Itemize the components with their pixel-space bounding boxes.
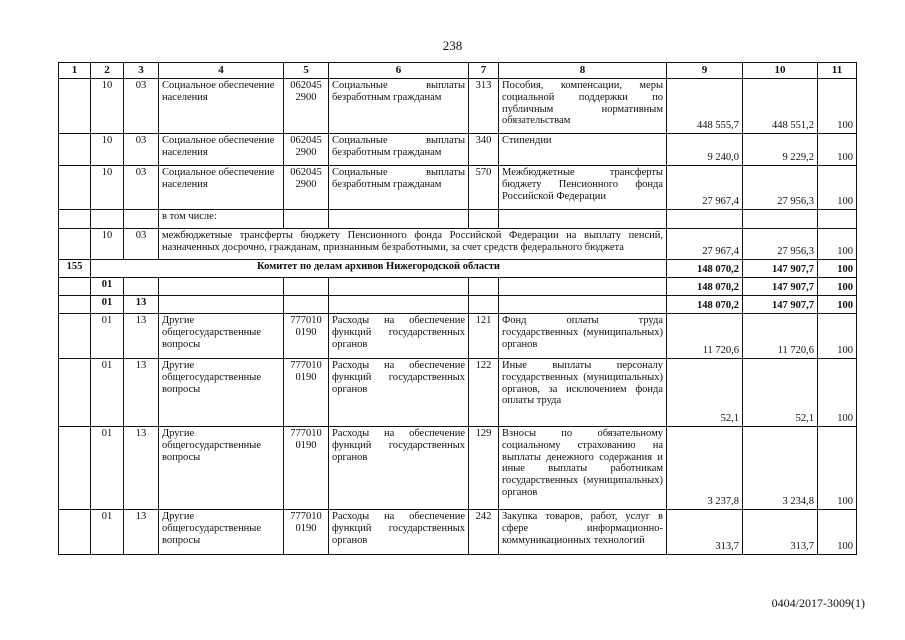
cell-percent: 100 — [818, 166, 857, 210]
cell-c1 — [59, 134, 91, 166]
cell-planned: 148 070,2 — [667, 278, 743, 296]
cell-subsection-name: Другие общегосударственные вопросы — [159, 510, 284, 555]
cell-section: 10 — [91, 79, 124, 134]
cell-target-name: Расходы на обеспечение функций государственных органов — [329, 359, 469, 427]
cell-subsection-name: Другие общегосударственные вопросы — [159, 359, 284, 427]
cell-executed: 3 234,8 — [743, 427, 818, 510]
cell-planned: 448 555,7 — [667, 79, 743, 134]
cell-expense-name: Межбюджетные трансферты бюджету Пенсионного фонда Российской Федерации — [499, 166, 667, 210]
cell-executed: 27 956,3 — [743, 229, 818, 260]
cell-percent: 100 — [818, 314, 857, 359]
header-cell: 5 — [284, 63, 329, 79]
cell-target-name: Расходы на обеспечение функций государственных органов — [329, 314, 469, 359]
cell-executed: 52,1 — [743, 359, 818, 427]
cell-planned: 27 967,4 — [667, 229, 743, 260]
cell-percent: 100 — [818, 278, 857, 296]
cell-subsection-name: Социальное обеспечение населения — [159, 79, 284, 134]
cell-subsection: 13 — [124, 359, 159, 427]
cell-subsection: 03 — [124, 134, 159, 166]
cell-subsection: 03 — [124, 79, 159, 134]
cell-expense-type: 122 — [469, 359, 499, 427]
header-cell: 11 — [818, 63, 857, 79]
cell-planned: 9 240,0 — [667, 134, 743, 166]
cell-target-name: Социальные выплаты безработным гражданам — [329, 79, 469, 134]
cell-subsection: 03 — [124, 166, 159, 210]
cell-subsection: 13 — [124, 427, 159, 510]
header-cell: 2 — [91, 63, 124, 79]
cell-target-name: Расходы на обеспечение функций государственных органов — [329, 427, 469, 510]
cell-expense-type: 313 — [469, 79, 499, 134]
cell-subsection: 13 — [124, 314, 159, 359]
header-cell: 10 — [743, 63, 818, 79]
cell-executed: 147 907,7 — [743, 296, 818, 314]
cell-percent: 100 — [818, 229, 857, 260]
table-row — [59, 210, 857, 229]
cell-executed: 448 551,2 — [743, 79, 818, 134]
header-cell: 9 — [667, 63, 743, 79]
cell-executed: 27 956,3 — [743, 166, 818, 210]
committee-title: Комитет по делам архивов Нижегородской области — [91, 260, 667, 278]
cell-percent: 100 — [818, 359, 857, 427]
subsection-row — [59, 296, 857, 314]
cell-subsection-name: Другие общегосударственные вопросы — [159, 314, 284, 359]
cell-expense-name: Закупка товаров, работ, услуг в сфере информационно-коммуникационных технологий — [499, 510, 667, 555]
cell-c1 — [59, 79, 91, 134]
table-row — [59, 427, 857, 510]
header-cell: 7 — [469, 63, 499, 79]
page-number: 238 — [442, 38, 463, 53]
cell-planned: 27 967,4 — [667, 166, 743, 210]
cell-target-name: Расходы на обеспечение функций государственных органов — [329, 510, 469, 555]
table-row — [59, 229, 857, 260]
cell-section: 01 — [91, 314, 124, 359]
cell-target-code: 777010 0190 — [284, 314, 329, 359]
cell-executed: 147 907,7 — [743, 260, 818, 278]
transfer-description: межбюджетные трансферты бюджету Пенсионного фонда Российской Федерации на выплату пенсий, назначенных досрочно, гражданам, признанным безработными, за счет средств федерального бюджета — [159, 229, 667, 260]
cell-section: 01 — [91, 296, 124, 314]
section-row — [59, 278, 857, 296]
cell-target-name: Социальные выплаты безработным гражданам — [329, 134, 469, 166]
table-row — [59, 134, 857, 166]
table-row — [59, 510, 857, 555]
cell-expense-name: Взносы по обязательному социальному страхованию на выплаты денежного содержания и иные выплаты работникам государственных (муниципальных) органов — [499, 427, 667, 510]
cell-expense-type: 340 — [469, 134, 499, 166]
cell-expense-type: 242 — [469, 510, 499, 555]
cell-section: 10 — [91, 166, 124, 210]
cell-section: 10 — [91, 229, 124, 260]
cell-percent: 100 — [818, 260, 857, 278]
cell-percent: 100 — [818, 79, 857, 134]
cell-target-code: 777010 0190 — [284, 359, 329, 427]
header-row — [59, 63, 857, 79]
cell-percent: 100 — [818, 427, 857, 510]
cell-subsection: 13 — [124, 510, 159, 555]
header-cell: 3 — [124, 63, 159, 79]
cell-executed: 11 720,6 — [743, 314, 818, 359]
including-label: в том числе: — [159, 210, 284, 229]
cell-expense-name: Стипендии — [499, 134, 667, 166]
committee-row — [59, 260, 857, 278]
cell-expense-type: 570 — [469, 166, 499, 210]
budget-table — [58, 62, 857, 555]
cell-planned: 3 237,8 — [667, 427, 743, 510]
committee-code: 155 — [59, 260, 91, 278]
cell-c1 — [59, 166, 91, 210]
cell-planned: 148 070,2 — [667, 296, 743, 314]
cell-percent: 100 — [818, 296, 857, 314]
cell-subsection-name: Социальное обеспечение населения — [159, 166, 284, 210]
cell-executed: 9 229,2 — [743, 134, 818, 166]
cell-executed: 313,7 — [743, 510, 818, 555]
table-row — [59, 314, 857, 359]
cell-expense-type: 121 — [469, 314, 499, 359]
cell-expense-name: Иные выплаты персоналу государственных (муниципальных) органов, за исключением фонда оплаты труда — [499, 359, 667, 427]
cell-executed: 147 907,7 — [743, 278, 818, 296]
cell-target-code: 062045 2900 — [284, 134, 329, 166]
cell-target-name: Социальные выплаты безработным гражданам — [329, 166, 469, 210]
cell-expense-name: Пособия, компенсации, меры социальной поддержки по публичным нормативным обязательствам — [499, 79, 667, 134]
cell-target-code: 062045 2900 — [284, 166, 329, 210]
header-cell: 1 — [59, 63, 91, 79]
cell-subsection-name: Другие общегосударственные вопросы — [159, 427, 284, 510]
cell-planned: 52,1 — [667, 359, 743, 427]
table-row — [59, 359, 857, 427]
cell-planned: 11 720,6 — [667, 314, 743, 359]
header-cell: 4 — [159, 63, 284, 79]
document-code: 0404/2017-3009(1) — [771, 596, 865, 610]
cell-section: 01 — [91, 278, 124, 296]
cell-subsection: 03 — [124, 229, 159, 260]
table-row — [59, 79, 857, 134]
cell-subsection-name: Социальное обеспечение населения — [159, 134, 284, 166]
cell-target-code: 777010 0190 — [284, 427, 329, 510]
cell-percent: 100 — [818, 134, 857, 166]
cell-percent: 100 — [818, 510, 857, 555]
cell-planned: 148 070,2 — [667, 260, 743, 278]
cell-subsection: 13 — [124, 296, 159, 314]
cell-target-code: 777010 0190 — [284, 510, 329, 555]
cell-section: 01 — [91, 510, 124, 555]
cell-section: 10 — [91, 134, 124, 166]
cell-expense-type: 129 — [469, 427, 499, 510]
cell-section: 01 — [91, 427, 124, 510]
header-cell: 8 — [499, 63, 667, 79]
cell-planned: 313,7 — [667, 510, 743, 555]
cell-expense-name: Фонд оплаты труда государственных (муниципальных) органов — [499, 314, 667, 359]
table-row — [59, 166, 857, 210]
cell-target-code: 062045 2900 — [284, 79, 329, 134]
header-cell: 6 — [329, 63, 469, 79]
cell-section: 01 — [91, 359, 124, 427]
